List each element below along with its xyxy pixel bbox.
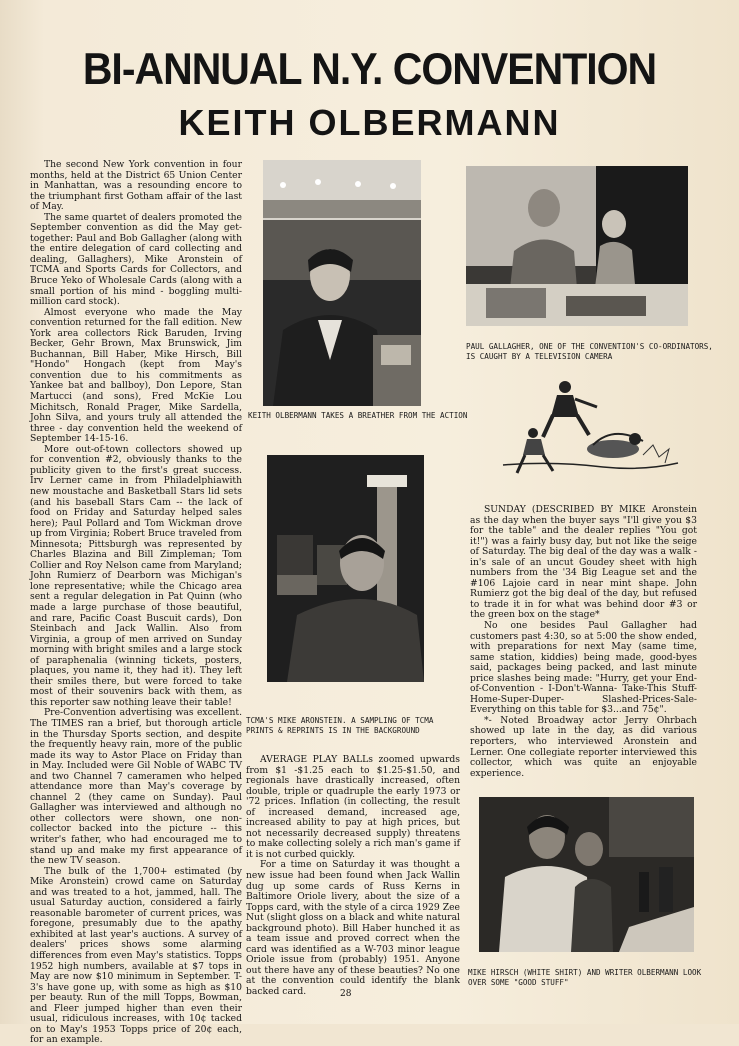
page-number: 28 <box>340 989 352 999</box>
article-title: BI-ANNUAL N.Y. CONVENTION <box>82 44 657 94</box>
caption-aronstein: TCMA'S MIKE ARONSTEIN. A SAMPLING OF TCMA PRINTS & REPRINTS IS IN THE BACKGROUND <box>246 716 434 735</box>
photo-aronstein <box>267 455 424 682</box>
cartoon-illustration <box>493 375 686 488</box>
paragraph: AVERAGE PLAY BALLs zoomed upwards from $1 -$1.25 each to $1.25-$1.50, and regionals have drastically increased, often double, triple or quadruple the early 1973 or '72 prices. Inflation (in collecting, the result of increased demand, increased age, increased ability to pay at high prices, but not necessarily decreased supply) threatens to make collecting solely a rich man's game if it is not curbed quickly. <box>246 754 460 860</box>
middle-text-column <box>246 755 460 998</box>
photo-gallagher <box>466 166 688 326</box>
paragraph: SUNDAY (DESCRIBED BY MIKE Aronstein as the day when the buyer says "I'll give you $3 for the table" and the dealer replies "You got it!") was a fairly busy day, but not like the seige of Saturday. The big deal of the day was a walk - in's sale of an uncut Goudey sheet with high numbers from the '34 Big League set and the #106 Lajoie card in near mint shape. John Rumierz got the big deal of the day, but refused to trade it in for what was behind door #3 or the green box on the stage* <box>470 504 697 621</box>
right-text-column <box>470 505 697 779</box>
caption-hirsch: MIKE HIRSCH (WHITE SHIRT) AND WRITER OLBERMANN LOOK OVER SOME "GOOD STUFF" <box>468 968 702 987</box>
paragraph: *- Noted Broadway actor Jerry Ohrbach showed up late in the day, as did various reporters, who interviewed Aronstein and Lerner. One collegiate reporter interviewed this collector, which was quite an enjoyable experience. <box>470 714 697 779</box>
paragraph: The second New York convention in four months, held at the District 65 Union Center in Manhattan, was a resounding encore to the triumphant first Gotham affair of the last of May. <box>30 159 242 213</box>
left-text-column <box>30 160 242 1046</box>
paragraph: No one besides Paul Gallagher had customers past 4:30, so at 5:00 the show ended, with preparations for next May (same time, same station, kiddies) being made, good-byes said, packages being packed, and last minute price slashes being made: "Hurry, get your End-of-Convention - I-Don't-Wanna- Take-This Stuff-Home-Super-Duper- Slashed-Prices-Sale- Everything on this table for $3...and 75¢". <box>470 620 697 716</box>
paragraph: For a time on Saturday it was thought a new issue had been found when Jack Wallin dug up some cards of Russ Kerns in Baltimore Oriole livery, about the size of a Topps card, with the style of a circa 1929 Zee Nut (slight gloss on a black and white natural background photo). Bill Haber hunched it as a team issue and proved correct when the card was identified as a W-703 minor league Oriole issue from (probably) 1951. Anyone out there have any of these beauties? No one at the convention could identify the blank backed card. <box>246 859 460 998</box>
photo-olbermann <box>263 160 421 406</box>
paragraph: More out-of-town collectors showed up for convention #2, obviously thanks to the publicity given to the first's great success. Irv Lerner came in from Philadelphiawith new moustache and Basketball Stars lid sets (and his baseball Stars Cam -- the lack of food on Friday and Saturday helped sales here); Paul Pollard and Tom Wickman drove up from Virginia; Robert Bruce traveled from Minnesota; Pittsburgh was represented by Charles Blazina and Bill Zimpleman; Tom Collier and Roy Nelson came from Maryland; John Rumierz of Dearborn was Michigan's lone representative; while the Chicago area sent a regular delegation in Pat Quinn (who made a large purchase of those beautiful, and rare, Pacific Coast Buscuit cards), Don Steinbach and Jack Wallin. Also from Virginia, a group of men arrived on Sunday morning with bright smiles and a large stock of paraphenalia (winning tickets, posters, plaques, you name it, they had it). They left their smiles there, but were forced to take most of their souvenirs back with them, as this reporter saw nothing leave their table! <box>30 443 242 708</box>
caption-gallagher: PAUL GALLAGHER, ONE OF THE CONVENTION'S CO-ORDINATORS, IS CAUGHT BY A TELEVISION CAMERA <box>466 342 713 361</box>
paragraph: The same quartet of dealers promoted the September convention as did the May get-together: Paul and Bob Gallagher (along with the entire delegation of card collecting and dealing, Gallaghers), Mike Aronstein of TCMA and Sports Cards for Collectors, and Bruce Yeko of Wholesale Cards (along with a small portion of his mind - boggling multi-million card stock). <box>30 211 242 308</box>
paragraph: Pre-Convention advertising was excellent. The TIMES ran a brief, but thorough article in the Thursday Sports section, and despite the frequently heavy rain, more of the public made its way to Astor Place on Friday than in May. Included were Gil Noble of WABC TV and two Channel 7 cameramen who helped attendance more than May's coverage by channel 2 (they came on Sunday). Paul Gallagher was interviewed and although no other collectors were shown, one non-collector backed into the picture -- this writer's father, who had encouraged me to stand up and make my first appearance of the new TV season. <box>30 707 242 867</box>
paragraph: Almost everyone who made the May convention returned for the fall edition. New York area collectors Rick Baruden, Irving Becker, Gehr Brown, Max Brunswick, Jim Buchannan, Bill Haber, Mike Hirsch, Bill "Hondo" Hongach (kept from May's convention due to his commitments as Yankee bat and ballboy), Don Lepore, Stan Martucci (and sons), Fred McKie Lou Michitsch, Ronald Prager, Mike Sardella, John Silva, and yours truly all attended the three - day convention held the weekend of September 14-15-16. <box>30 306 242 445</box>
paragraph: The bulk of the 1,700+ estimated (by Mike Aronstein) crowd came on Saturday and was treated to a hot, jammed, hall. The usual Saturday auction, considered a fairly reasonable barometer of current prices, was foregone, presumably due to the apathy exhibited at last year's auctions. A survey of dealers' prices shows some alarming differences from even May's statistics. Topps 1952 high numbers, available at $7 tops in May are now $10 minimum in September. T-3's have gone up, with some as high as $10 per beauty. Run of the mill Topps, Bowman, and Fleer jumped higher than even their usual, ridiculous increases, with 10¢ tacked on to May's 1953 Topps price of 20¢ each, for an example. <box>30 865 242 1046</box>
article-byline: KEITH OLBERMANN <box>178 102 561 143</box>
caption-olbermann: KEITH OLBERMANN TAKES A BREATHER FROM THE ACTION <box>248 411 468 420</box>
photo-hirsch <box>479 797 694 952</box>
